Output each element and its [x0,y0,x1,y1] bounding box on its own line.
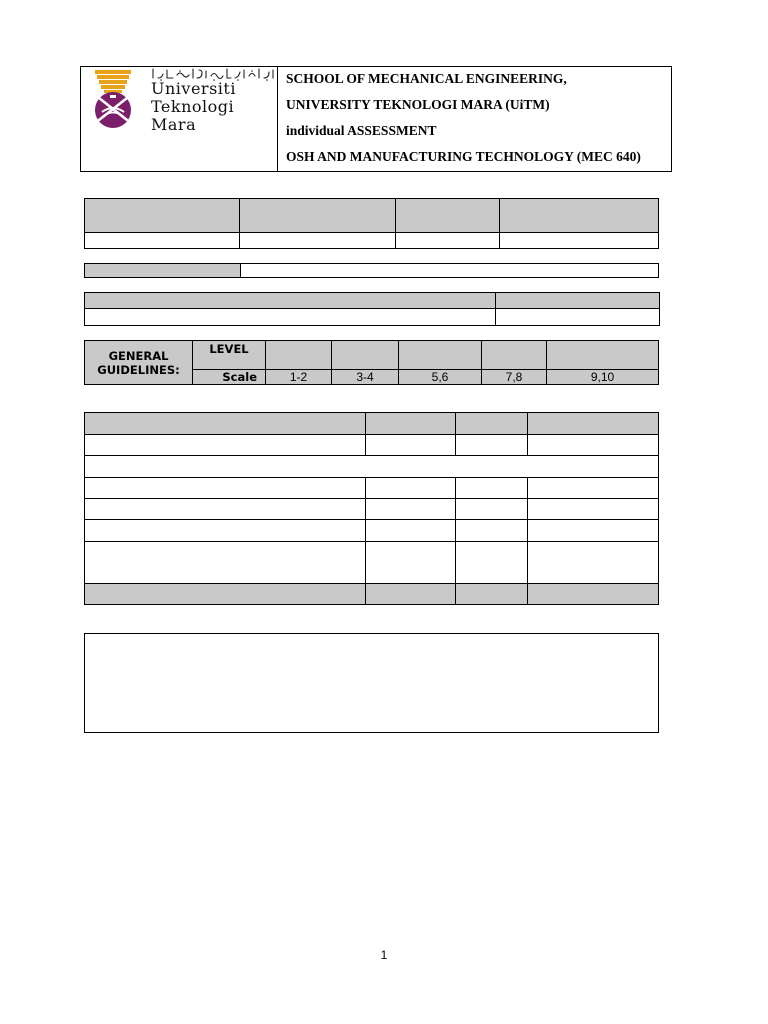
student-info-table [84,198,659,249]
logo-word-mara: Mara [151,115,197,134]
header-cell [85,199,240,233]
blank-cell[interactable] [366,542,456,584]
blank-cell[interactable] [528,520,659,542]
scale-value: 1-2 [266,370,332,385]
blank-cell[interactable] [241,264,659,278]
scale-value: 5,6 [399,370,482,385]
page-number: 1 [380,948,388,962]
header-cell [496,293,660,309]
blank-cell[interactable] [456,542,528,584]
header-cell [240,199,396,233]
uitm-emblem-icon [87,68,139,130]
course-title: OSH AND MANUFACTURING TECHNOLOGY (MEC 640) [286,149,641,164]
level-cell [266,341,332,370]
level-cell [399,341,482,370]
blank-cell[interactable] [366,499,456,520]
guidelines-title: GENERAL GUIDELINES: [85,341,193,385]
header-cell [500,199,659,233]
blank-cell[interactable] [85,520,366,542]
blank-cell[interactable] [85,309,496,326]
blank-cell[interactable] [85,435,366,456]
total-cell [85,584,366,605]
blank-cell[interactable] [366,435,456,456]
header-cell [366,413,456,435]
blank-cell[interactable] [456,520,528,542]
blank-cell[interactable] [528,478,659,499]
document-header [80,66,672,172]
blank-cell[interactable] [500,233,659,249]
logo-word-universiti: Universiti [151,79,236,98]
header-cell [528,413,659,435]
level-cell [332,341,399,370]
assessment-type: individual ASSESSMENT [286,123,437,138]
blank-cell[interactable] [85,499,366,520]
university-name: UNIVERSITY TEKNOLOGI MARA (UiTM) [286,97,550,112]
title-row-table [84,263,659,278]
header-cell [456,413,528,435]
blank-cell[interactable] [456,499,528,520]
blank-cell[interactable] [366,520,456,542]
guidelines-table [84,340,659,385]
header-cell [396,199,500,233]
blank-cell[interactable] [456,478,528,499]
level-label: LEVEL [193,341,266,370]
scale-value: 3-4 [332,370,399,385]
total-cell [456,584,528,605]
scale-value: 7,8 [482,370,547,385]
header-cell [85,413,366,435]
blank-cell[interactable] [456,435,528,456]
blank-cell[interactable] [528,435,659,456]
blank-cell[interactable] [85,542,366,584]
logo-word-teknologi: Teknologi [151,97,235,116]
blank-cell[interactable] [396,233,500,249]
blank-cell[interactable] [366,478,456,499]
header-text [286,67,666,170]
level-cell [547,341,659,370]
blank-cell[interactable] [240,233,396,249]
scale-label: Scale [193,370,266,385]
total-cell [366,584,456,605]
scale-value: 9,10 [547,370,659,385]
blank-cell[interactable] [528,542,659,584]
marks-table [84,412,659,605]
school-name: SCHOOL OF MECHANICAL ENGINEERING, [286,71,567,86]
total-cell [528,584,659,605]
task-table [84,292,660,326]
blank-cell[interactable] [85,478,366,499]
section-row[interactable] [85,456,659,478]
header-cell [85,293,496,309]
comments-box[interactable] [84,633,659,733]
blank-cell[interactable] [496,309,660,326]
blank-cell[interactable] [528,499,659,520]
level-cell [482,341,547,370]
blank-cell[interactable] [85,233,240,249]
logo-cell [81,67,278,171]
label-cell [85,264,241,278]
